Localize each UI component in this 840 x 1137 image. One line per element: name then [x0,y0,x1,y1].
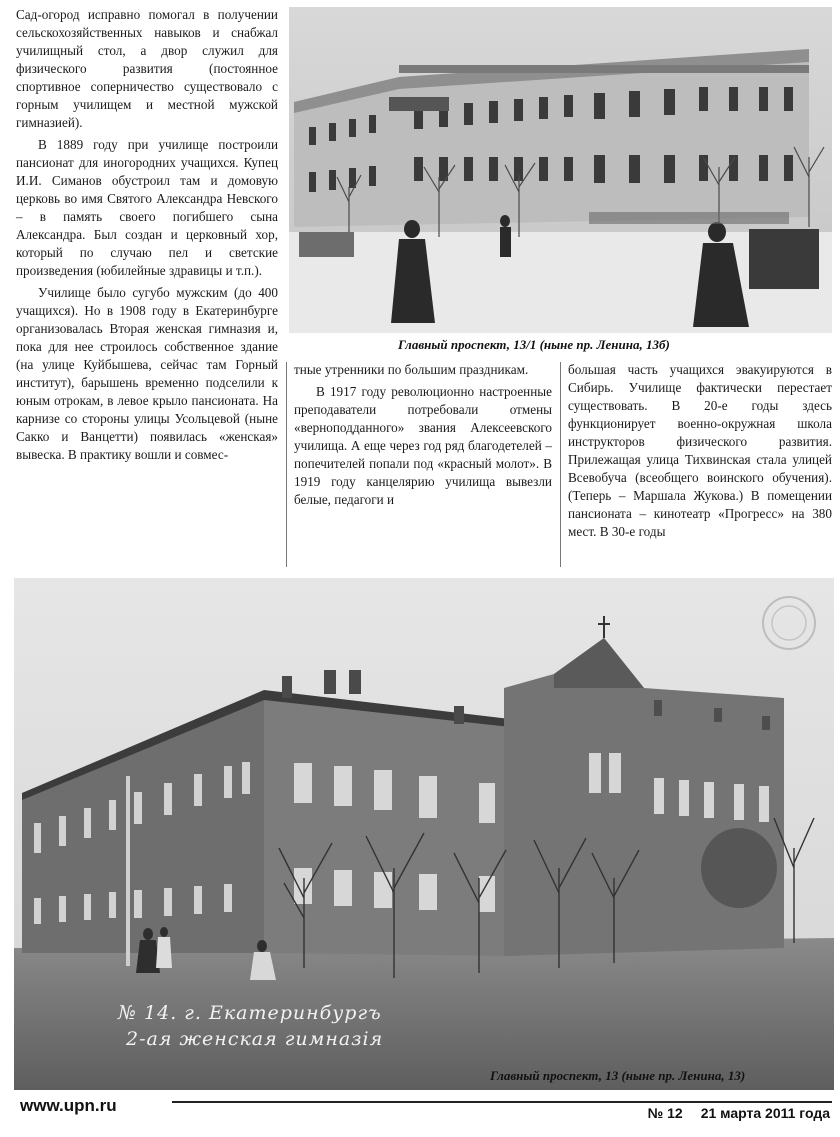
paragraph: тные утренники по большим праздникам. [294,362,529,377]
article-column-3 [568,361,832,545]
photo-caption-bottom: Главный проспект, 13 (ныне пр. Ленина, 13) [490,1068,746,1083]
paragraph: В 1889 году при училище построили пансионат для иногородних учащихся. Купец И.И. Симанов обустроил там и домовую церковь во имя Святого Александра Невского – в память своего погибшего сына Александра. Был создан и церковный хор, который по случаю пел и светские произведения (юбилейные здравицы и т.п.). [16,137,278,278]
paragraph: Сад-огород исправно помогал в получении сельскохозяйственных навыков и снабжал училищный стол, а двор служил для физического развития (постоянное спортивное соперничество существовало с горным училищем и местной мужской гимназией). [16,7,278,130]
postcard-inscription-line-2: 2-ая женская гимназія [126,1028,384,1050]
article-column-2 [294,361,552,513]
article-column-1 [16,6,278,468]
photo-main-prospect [289,7,832,333]
footer-divider [172,1101,832,1103]
issue-date: 21 марта 2011 года [700,1105,830,1121]
issue-info [630,1105,830,1121]
issue-number: № 12 [647,1105,683,1121]
postcard-inscription-line-1: № 14. г. Екатеринбургъ [118,1002,382,1024]
paragraph: большая часть учащихся эвакуируются в Сибирь. Училище фактически перестает существовать. В 20-е годы здесь функционирует военно-окружная школа инструкторов физического развития. Прилежащая улица Тихвинская стала улицей Всевобуча (всеобщего воинского обучения). (Теперь – Маршала Жукова.) В помещении пансионата – кинотеатр «Прогресс» на 380 мест. В 30-е годы [568,362,832,539]
paragraph: Училище было сугубо мужским (до 400 учащихся). Но в 1908 году в Екатеринбурге организовалась Вторая женская гимназия и, пока для нее строилось собственное здание (на улице Куйбышева, сейчас там Горный институт), барышень временно подселили к юным отрокам, в левое крыло пансионата. На карнизе со стороны улицы Усольцевой (ныне Сакко и Ванцетти) появилась «женская» вывеска. В практику вошли и совмес- [16,285,278,462]
site-url: www.upn.ru [20,1096,117,1115]
paragraph: В 1917 году революционно настроенные преподаватели потребовали отмены «верноподданного» звания Алексеевского училища. А еще через год ряд благодетелей – попечителей попали под «красный молот». В 1919 году канцелярию училища вывезли белые, педагоги и [294,384,552,507]
photo-caption-top: Главный проспект, 13/1 (ныне пр. Ленина, 13б) [398,337,670,352]
column-divider [286,362,287,567]
column-divider [560,362,561,567]
